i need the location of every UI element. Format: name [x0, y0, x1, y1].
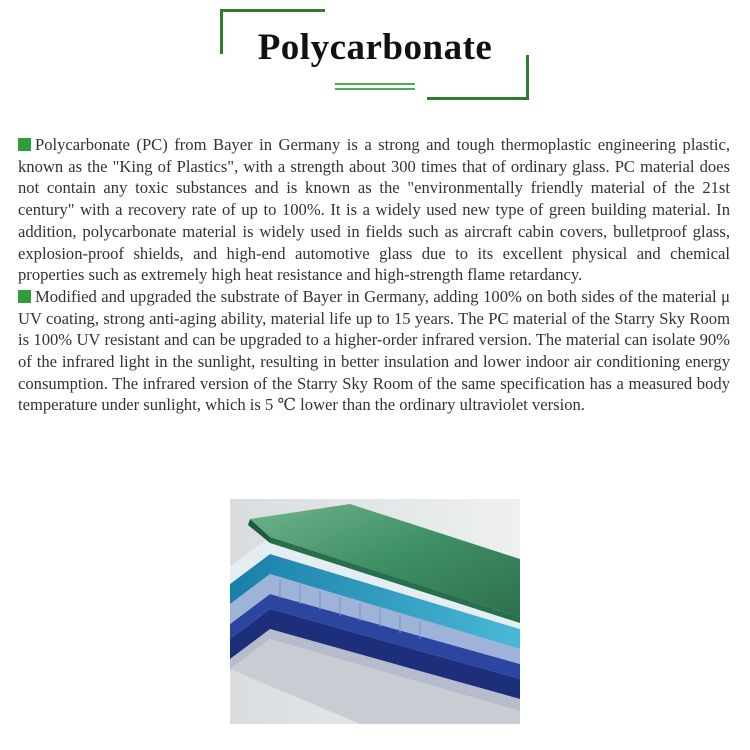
- polycarbonate-sheets-image: [230, 499, 520, 724]
- title-underline-second: [335, 88, 415, 90]
- title-frame-top: [220, 9, 325, 12]
- paragraph-1-text: Polycarbonate (PC) from Bayer in Germany is a strong and tough thermoplastic engineering plastic, known as the "King of Plastics", with a strength about 300 times that of ordinary glass. PC material does not contain any toxic substances and is known as the "environmentally friendly material of the 21st century" with a recovery rate of up to 100%. It is a widely used new type of green building material. In addition, polycarbonate material is widely used in fields such as aircraft cabin covers, bulletproof glass, explosion-proof shields, and high-end automotive glass due to its excellent physical and chemical properties such as extremely high heat resistance and high-strength flame retardancy.: [18, 135, 730, 285]
- paragraph-2-text: Modified and upgraded the substrate of Bayer in Germany, adding 100% on both sides of the material μ UV coating, strong anti-aging ability, material life up to 15 years. The PC material of the Starry Sky Room is 100% UV resistant and can be upgraded to a higher-order infrared version. The material can isolate 90% of the infrared light in the sunlight, resulting in better insulation and lower indoor air conditioning energy consumption. The infrared version of the Starry Sky Room of the same specification has a measured body temperature under sunlight, which is 5 ℃ lower than the ordinary ultraviolet version.: [18, 286, 730, 415]
- title-underline: [335, 83, 415, 85]
- paragraph-2: [18, 286, 730, 416]
- paragraph-1: [18, 134, 730, 286]
- title-frame-bottom: [427, 97, 529, 100]
- green-square-bullet-icon: [18, 290, 31, 303]
- description: [18, 134, 730, 416]
- green-square-bullet-icon: [18, 138, 31, 151]
- page-title: Polycarbonate: [257, 27, 493, 68]
